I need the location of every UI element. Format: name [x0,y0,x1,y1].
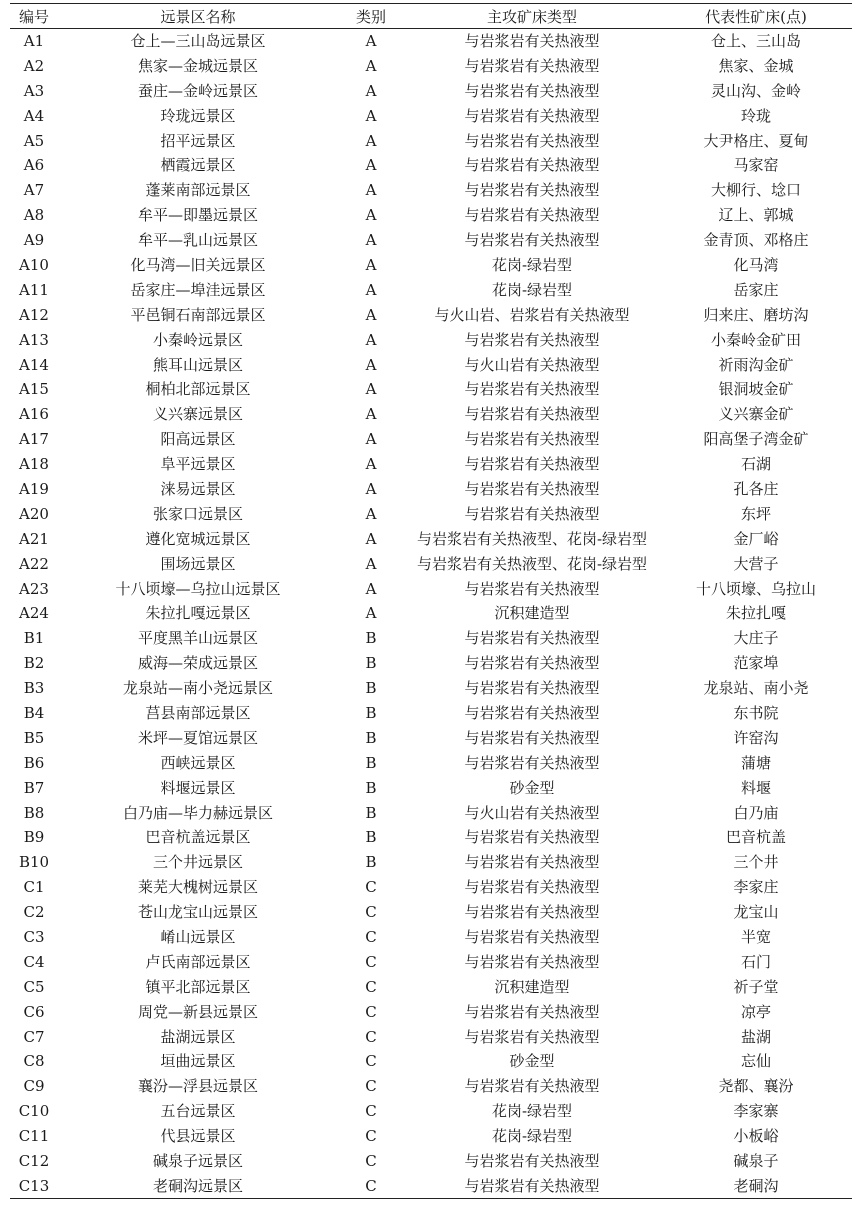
cell-area-name: 卢氏南部远景区 [145,952,251,971]
cell-area-name: 三个井远景区 [152,853,243,872]
cell-area-name: 招平远景区 [160,131,236,150]
cell-deposit-type: 与岩浆岩有关热液型 [464,430,600,449]
cell-area-name: 平度黑羊山远景区 [137,629,258,648]
table-row [10,352,852,377]
cell-area-name: 崤山远景区 [160,928,236,946]
cell-deposit-type: 与岩浆岩有关热液型 [464,679,600,698]
cell-id: C4 [23,952,45,971]
prospect-area-table [10,3,852,1199]
cell-category: B [365,778,377,797]
table-row [10,974,852,999]
cell-category: B [365,728,377,747]
cell-id: A22 [19,554,49,573]
cell-category: A [365,131,377,150]
cell-area-name: 张家口远景区 [152,504,243,523]
cell-area-name: 龙泉站—南小尧远景区 [122,679,273,698]
cell-area-name: 老硐沟远景区 [58,1173,338,1198]
cell-area-name: 化马湾—旧关远景区 [130,255,266,274]
cell-category: B [365,679,377,698]
cell-deposit-type: 沉积建造型 [494,977,570,996]
cell-category: C [365,1002,377,1021]
cell-deposit-type: 与岩浆岩有关热液型 [464,106,600,125]
cell-representative-deposit: 归来庄、磨坊沟 [703,305,809,324]
cell-representative-deposit: 盐湖 [740,1027,771,1046]
cell-deposit-type: 与岩浆岩有关热液型 [464,56,600,75]
cell-id: A15 [19,380,49,399]
cell-area-name: 围场远景区 [160,554,236,573]
cell-representative-deposit: 李家庄 [733,878,779,897]
cell-area-name: 蓬莱南部远景区 [145,181,251,200]
cell-deposit-type: 与岩浆岩有关热液型 [464,579,600,598]
cell-representative-deposit: 碱泉子 [733,1152,779,1171]
table-row [10,1074,852,1099]
cell-deposit-type: 与火山岩、岩浆岩有关热液型 [434,305,630,324]
cell-area-name: 周党—新县远景区 [137,1002,258,1021]
cell-category: B [365,654,377,673]
table-row [10,1049,852,1074]
cell-deposit-type: 花岗-绿岩型 [491,1102,573,1121]
cell-category: C [365,952,377,971]
cell-id: A2 [23,56,45,75]
table-row [10,327,852,352]
cell-representative-deposit: 玲珑 [740,106,771,125]
cell-id: C7 [23,1027,45,1046]
cell-category: A [365,455,377,474]
header-representative-deposit: 代表性矿床(点) [660,4,852,29]
cell-category: C [365,928,377,946]
cell-area-name: 岳家庄—埠洼远景区 [130,280,266,299]
cell-area-name: 西峡远景区 [160,753,236,772]
cell-representative-deposit: 祈子堂 [733,977,779,996]
table-row [10,925,852,950]
cell-category: A [365,206,377,225]
cell-deposit-type: 与岩浆岩有关热液型 [404,1173,660,1198]
cell-area-name: 桐柏北部远景区 [145,380,251,399]
table-row [10,875,852,900]
cell-representative-deposit: 灵山沟、金岭 [710,81,801,100]
table-row [10,775,852,800]
cell-id: A19 [19,479,49,498]
cell-id: C13 [10,1173,58,1198]
cell-area-name: 十八顷壕—乌拉山远景区 [115,579,281,598]
cell-deposit-type: 与岩浆岩有关热液型 [464,1077,600,1096]
cell-deposit-type: 与岩浆岩有关热液型 [464,853,600,872]
table-row [10,302,852,327]
cell-deposit-type: 与岩浆岩有关热液型 [464,504,600,523]
cell-representative-deposit: 许窑沟 [733,728,779,747]
cell-id: C12 [18,1152,50,1171]
header-row [10,4,852,29]
cell-area-name: 遵化宽城远景区 [145,529,251,548]
table-row [10,402,852,427]
cell-id: A20 [19,504,49,523]
cell-deposit-type: 与岩浆岩有关热液型 [464,455,600,474]
table-row [10,651,852,676]
cell-category: C [365,1127,377,1146]
cell-area-name: 义兴寨远景区 [152,405,243,424]
cell-representative-deposit: 马家窑 [733,156,779,175]
cell-deposit-type: 与岩浆岩有关热液型 [464,181,600,200]
cell-area-name: 牟平—乳山远景区 [137,231,258,250]
table-row [10,228,852,253]
cell-id: C2 [23,903,45,922]
table-row [10,103,852,128]
cell-id: A5 [23,131,45,150]
cell-representative-deposit: 义兴寨金矿 [718,405,794,424]
cell-deposit-type: 与岩浆岩有关热液型 [464,380,600,399]
cell-deposit-type: 与岩浆岩有关热液型 [464,231,600,250]
cell-id: A18 [19,455,49,474]
cell-category: A [365,106,377,125]
table-row [10,203,852,228]
cell-category: C [338,1173,404,1198]
table-row [10,153,852,178]
cell-category: C [365,903,377,922]
cell-representative-deposit: 蒲塘 [740,753,771,772]
cell-representative-deposit: 老硐沟 [660,1173,852,1198]
cell-deposit-type: 与岩浆岩有关热液型、花岗-绿岩型 [416,554,648,573]
header-deposit-type: 主攻矿床类型 [404,4,660,29]
cell-category: B [365,629,377,648]
table-row [10,501,852,526]
cell-deposit-type: 与岩浆岩有关热液型 [464,629,600,648]
cell-area-name: 莱芜大槐树远景区 [137,878,258,897]
table-header [10,4,852,29]
cell-deposit-type: 与岩浆岩有关热液型 [464,330,600,349]
cell-deposit-type: 与岩浆岩有关热液型 [464,952,600,971]
cell-id: A11 [19,280,49,299]
cell-id: A10 [19,255,49,274]
cell-representative-deposit: 龙泉站、南小尧 [703,679,809,698]
table-row [10,526,852,551]
cell-representative-deposit: 化马湾 [733,255,779,274]
cell-deposit-type: 与岩浆岩有关热液型 [464,753,600,772]
cell-deposit-type: 与岩浆岩有关热液型 [464,479,600,498]
cell-deposit-type: 与岩浆岩有关热液型 [464,206,600,225]
table-row [10,551,852,576]
table-row [10,1099,852,1124]
cell-representative-deposit: 料堰 [740,778,771,797]
cell-id: B5 [23,728,45,747]
cell-deposit-type: 砂金型 [509,1052,555,1071]
cell-representative-deposit: 大尹格庄、夏甸 [703,131,809,150]
cell-representative-deposit: 孔各庄 [733,479,779,498]
cell-category: B [365,803,377,822]
cell-category: A [365,305,377,324]
table-row [10,427,852,452]
cell-deposit-type: 与岩浆岩有关热液型 [464,405,600,424]
table-row [10,29,852,54]
cell-category: A [365,479,377,498]
cell-representative-deposit: 东书院 [733,703,779,722]
cell-area-name: 白乃庙—毕力赫远景区 [122,803,273,822]
cell-representative-deposit: 仓上、三山岛 [710,32,801,51]
cell-representative-deposit: 石门 [740,952,771,971]
cell-deposit-type: 与岩浆岩有关热液型 [464,1152,600,1171]
cell-id: B4 [23,703,45,722]
cell-area-name: 碱泉子远景区 [152,1152,243,1171]
cell-representative-deposit: 东坪 [740,504,771,523]
cell-category: A [365,504,377,523]
cell-id: A21 [19,529,49,548]
cell-deposit-type: 与火山岩有关热液型 [464,355,600,374]
cell-area-name: 栖霞远景区 [160,156,236,175]
cell-representative-deposit: 龙宝山 [733,903,779,922]
cell-representative-deposit: 大柳行、埝口 [710,181,801,200]
cell-category: A [365,231,377,250]
table-row [10,128,852,153]
cell-area-name: 焦家—金城远景区 [137,56,258,75]
cell-area-name: 平邑铜石南部远景区 [130,305,266,324]
cell-area-name: 襄汾—浮县远景区 [137,1077,258,1096]
cell-category: C [365,878,377,897]
cell-id: C9 [23,1077,45,1096]
cell-category: C [365,1052,377,1071]
cell-area-name: 米坪—夏馆远景区 [137,728,258,747]
cell-deposit-type: 与岩浆岩有关热液型 [464,1027,600,1046]
cell-id: A6 [23,156,45,175]
table-body [10,29,852,1199]
cell-deposit-type: 与岩浆岩有关热液型 [464,878,600,897]
table-row [10,626,852,651]
cell-category: A [365,280,377,299]
cell-area-name: 威海—荣成远景区 [137,654,258,673]
cell-representative-deposit: 小板峪 [733,1127,779,1146]
table-row [10,800,852,825]
cell-representative-deposit: 十八顷壕、乌拉山 [695,579,816,598]
cell-id: C1 [23,878,45,897]
cell-area-name: 牟平—即墨远景区 [137,206,258,225]
cell-representative-deposit: 银洞坡金矿 [718,380,794,399]
cell-deposit-type: 沉积建造型 [494,604,570,623]
cell-id: B8 [23,803,45,822]
cell-representative-deposit: 忘仙 [740,1052,771,1071]
cell-category: A [365,554,377,573]
cell-category: C [365,1102,377,1121]
cell-id: B2 [23,654,45,673]
cell-area-name: 仓上—三山岛远景区 [130,32,266,51]
cell-deposit-type: 与岩浆岩有关热液型 [464,703,600,722]
cell-id: A4 [23,106,45,125]
cell-category: A [365,529,377,548]
cell-category: B [365,753,377,772]
cell-representative-deposit: 三个井 [733,853,779,872]
cell-deposit-type: 与岩浆岩有关热液型 [464,32,600,51]
cell-id: B3 [23,679,45,698]
cell-representative-deposit: 凉亭 [740,1002,771,1021]
cell-deposit-type: 与岩浆岩有关热液型 [464,928,600,946]
cell-category: A [365,156,377,175]
table-row [10,78,852,103]
cell-id: A8 [23,206,45,225]
cell-representative-deposit: 焦家、金城 [718,56,794,75]
cell-category: A [365,181,377,200]
cell-id: B10 [18,853,50,872]
cell-id: A9 [23,231,45,250]
table-row [10,1124,852,1149]
table-row [10,178,852,203]
cell-id: A13 [19,330,49,349]
cell-id: A7 [23,181,45,200]
cell-deposit-type: 与岩浆岩有关热液型 [464,156,600,175]
cell-area-name: 苍山龙宝山远景区 [137,903,258,922]
header-category: 类别 [338,4,404,29]
cell-representative-deposit: 金青顶、邓格庄 [703,231,809,250]
cell-representative-deposit: 金厂峪 [733,529,779,548]
table-row [10,1173,852,1198]
cell-id: C10 [18,1102,50,1121]
cell-category: A [365,255,377,274]
cell-category: A [365,405,377,424]
table-row [10,676,852,701]
header-area-name: 远景区名称 [58,4,338,29]
cell-deposit-type: 与岩浆岩有关热液型 [464,1002,600,1021]
cell-category: A [365,579,377,598]
cell-category: A [365,355,377,374]
cell-category: C [365,1152,377,1171]
cell-category: A [365,380,377,399]
cell-deposit-type: 砂金型 [509,778,555,797]
cell-area-name: 代县远景区 [160,1127,236,1146]
cell-representative-deposit: 岳家庄 [733,280,779,299]
cell-deposit-type: 与岩浆岩有关热液型 [464,81,600,100]
cell-id: A14 [19,355,49,374]
cell-id: A12 [19,305,49,324]
cell-id: A3 [23,81,45,100]
cell-area-name: 朱拉扎嘎远景区 [145,604,251,623]
cell-area-name: 熊耳山远景区 [152,355,243,374]
cell-deposit-type: 花岗-绿岩型 [491,280,573,299]
cell-id: C5 [23,977,45,996]
cell-area-name: 玲珑远景区 [160,106,236,125]
cell-id: B1 [23,629,45,648]
table-row [10,725,852,750]
cell-category: B [365,853,377,872]
cell-representative-deposit: 祈雨沟金矿 [718,355,794,374]
cell-representative-deposit: 大营子 [733,554,779,573]
cell-area-name: 料堰远景区 [160,778,236,797]
cell-id: C6 [23,1002,45,1021]
table-row [10,999,852,1024]
cell-id: A17 [19,430,49,449]
cell-id: C8 [23,1052,45,1071]
cell-category: A [365,81,377,100]
cell-representative-deposit: 白乃庙 [733,803,779,822]
table-row [10,53,852,78]
cell-representative-deposit: 大庄子 [733,629,779,648]
cell-id: C3 [23,928,45,946]
cell-category: B [365,703,377,722]
header-id: 编号 [10,4,58,29]
cell-deposit-type: 花岗-绿岩型 [491,1127,573,1146]
cell-area-name: 莒县南部远景区 [145,703,251,722]
cell-category: A [365,56,377,75]
cell-representative-deposit: 石湖 [740,455,771,474]
table-row [10,253,852,278]
cell-representative-deposit: 范家埠 [733,654,779,673]
table-container [10,3,852,1199]
table-row [10,477,852,502]
cell-category: A [365,604,377,623]
cell-deposit-type: 与岩浆岩有关热液型 [464,903,600,922]
table-row [10,1024,852,1049]
table-row [10,900,852,925]
cell-deposit-type: 与岩浆岩有关热液型 [464,131,600,150]
cell-category: A [365,430,377,449]
cell-deposit-type: 与火山岩有关热液型 [464,803,600,822]
table-row [10,601,852,626]
cell-deposit-type: 与岩浆岩有关热液型 [464,828,600,847]
cell-id: A16 [19,405,49,424]
cell-representative-deposit: 小秦岭金矿田 [710,330,801,349]
table-row [10,277,852,302]
table-row [10,1149,852,1174]
cell-area-name: 镇平北部远景区 [145,977,251,996]
cell-representative-deposit: 朱拉扎嘎 [725,604,786,623]
cell-representative-deposit: 尧都、襄汾 [718,1077,794,1096]
cell-representative-deposit: 李家寨 [733,1102,779,1121]
cell-area-name: 阜平远景区 [160,455,236,474]
cell-id: C11 [18,1127,50,1146]
cell-representative-deposit: 阳高堡子湾金矿 [703,430,809,449]
table-row [10,850,852,875]
cell-representative-deposit: 巴音杭盖 [725,828,786,847]
cell-area-name: 涞易远景区 [160,479,236,498]
cell-id: B9 [23,828,45,847]
table-row [10,452,852,477]
cell-category: C [365,1077,377,1096]
cell-area-name: 阳高远景区 [160,430,236,449]
cell-id: A1 [23,32,45,51]
cell-area-name: 五台远景区 [160,1102,236,1121]
table-row [10,949,852,974]
cell-area-name: 巴音杭盖远景区 [145,828,251,847]
cell-category: B [365,828,377,847]
cell-category: C [365,1027,377,1046]
table-row [10,576,852,601]
cell-area-name: 小秦岭远景区 [152,330,243,349]
cell-representative-deposit: 辽上、郭城 [718,206,794,225]
table-row [10,377,852,402]
table-row [10,825,852,850]
cell-deposit-type: 与岩浆岩有关热液型 [464,728,600,747]
cell-representative-deposit: 半宽 [740,928,771,946]
table-row [10,701,852,726]
cell-area-name: 蚕庄—金岭远景区 [137,81,258,100]
cell-deposit-type: 与岩浆岩有关热液型 [464,654,600,673]
cell-category: C [365,977,377,996]
cell-area-name: 垣曲远景区 [160,1052,236,1071]
cell-id: B7 [23,778,45,797]
cell-id: A24 [19,604,49,623]
cell-id: B6 [23,753,45,772]
table-row [10,750,852,775]
cell-deposit-type: 与岩浆岩有关热液型、花岗-绿岩型 [416,529,648,548]
cell-area-name: 盐湖远景区 [160,1027,236,1046]
cell-deposit-type: 花岗-绿岩型 [491,255,573,274]
cell-category: A [365,32,377,51]
cell-id: A23 [19,579,49,598]
cell-category: A [365,330,377,349]
